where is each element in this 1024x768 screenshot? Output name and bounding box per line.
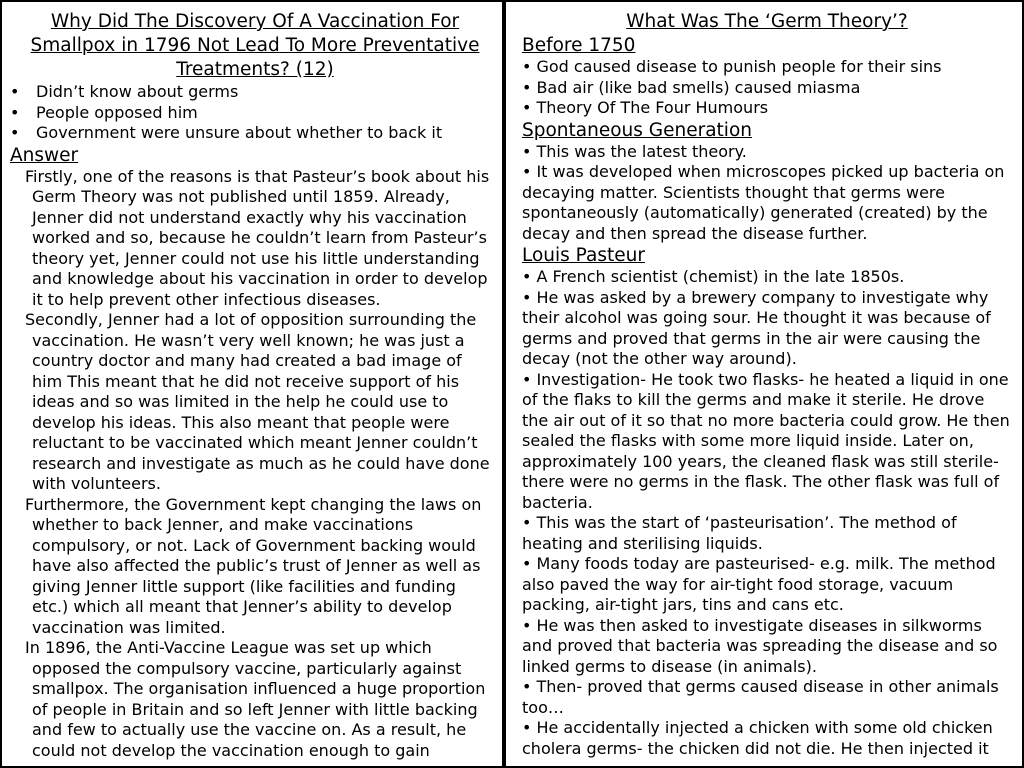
list-item-text: He accidentally injected a chicken with some old chicken cholera germs- the chicken did not die. He then injected it — [522, 718, 993, 758]
bullet-dot: • — [522, 267, 532, 286]
bullet-dot: • — [522, 718, 532, 737]
section-heading-louis-pasteur: Louis Pasteur — [522, 245, 645, 266]
list-item-text: Investigation- He took two flasks- he heated a liquid in one of the flaks to kill the germs and make it sterile. He drove the air out of it so that no more bacteria could grow. He then sealed the flasks with some more liquid inside. Later on, approximately 100 years, the cleaned flask was still sterile- there were no germs in the flask. The other flask was full of bacteria. — [522, 369, 1010, 512]
bullet-dot: • — [522, 677, 532, 696]
bullet-dot: • — [522, 513, 532, 532]
paragraph-text: Secondly, Jenner had a lot of opposition surrounding the vaccination. He wasn’t very well known; he was just a country doctor and many had created a bad image of him This meant that he did not receive support of his ideas and so was limited in the help he could use to develop his ideas. This also meant that people were reluctant to be vaccinated which meant Jenner couldn’t research and investigate as much as he could have done with volunteers. — [25, 310, 490, 493]
paragraph-text: Furthermore, the Government kept changing the laws on whether to back Jenner, and make vaccinations compulsory, or not. Lack of Government backing would have also affected the public’s trust of Jenner as well as giving Jenner little support (like facilities and funding etc.) which all meant that Jenner’s ability to develop vaccination was limited. — [25, 494, 482, 637]
list-item-text: This was the start of ‘pasteurisation’. The method of heating and sterilising liquids. — [522, 513, 957, 553]
right-title: What Was The ‘Germ Theory’? — [626, 11, 908, 32]
bullet-dot: • — [10, 102, 20, 122]
list-item — [522, 370, 1012, 514]
list-item — [10, 103, 492, 124]
bullet-dot: • — [522, 57, 532, 76]
bullet-dot: • — [10, 123, 20, 142]
bullet-dot: • — [522, 162, 532, 181]
list-item — [522, 677, 1012, 718]
list-item — [522, 554, 1012, 616]
list-item — [522, 142, 1012, 163]
list-item-text: Then- proved that germs caused disease in other animals too… — [522, 677, 999, 717]
list-item — [522, 162, 1012, 244]
list-item — [522, 78, 1012, 99]
list-item — [522, 513, 1012, 554]
answer-paragraph — [10, 167, 492, 311]
list-item — [522, 98, 1012, 119]
bullet-dot: • — [522, 98, 532, 117]
list-item-text: Government were unsure about whether to back it — [36, 123, 443, 142]
left-title: Why Did The Discovery Of A Vaccination For Smallpox in 1796 Not Lead To More Preventative Treatments? (12) — [30, 11, 480, 80]
answer-paragraph — [10, 310, 492, 495]
list-item-text: Didn’t know about germs — [36, 82, 239, 101]
list-item — [522, 288, 1012, 370]
list-item — [10, 82, 492, 103]
bullet-dot: • — [522, 141, 532, 161]
answer-heading: Answer — [10, 144, 79, 166]
left-bullet-list — [10, 82, 492, 144]
bullet-dot: • — [522, 369, 532, 389]
right-panel — [504, 0, 1024, 768]
list-item-text: A French scientist (chemist) in the late 1850s. — [536, 267, 905, 286]
paragraph-text: Firstly, one of the reasons is that Pasteur’s book about his Germ Theory was not published until 1859. Already, Jenner did not understand exactly why his vaccination worked and so, because he couldn’t learn from Pasteur’s theory yet, Jenner could not use his little understanding and knowledge about his vaccination in order to develop it to help prevent other infectious diseases. — [25, 166, 490, 309]
bullet-dot: • — [522, 554, 532, 573]
list-item — [10, 123, 492, 144]
left-panel — [0, 0, 504, 768]
section-heading-before-1750: Before 1750 — [522, 35, 636, 56]
list-item — [522, 616, 1012, 678]
bullet-dot: • — [522, 77, 532, 97]
bullet-dot: • — [522, 287, 532, 307]
list-item — [522, 267, 1012, 288]
list-item-text: Theory Of The Four Humours — [536, 98, 769, 117]
list-item-text: Bad air (like bad smells) caused miasma — [536, 77, 861, 97]
list-item-text: He was then asked to investigate diseases in silkworms and proved that bacteria was spreading the disease and so linked germs to disease (in animals). — [522, 615, 998, 676]
bullet-dot: • — [522, 615, 532, 635]
bullet-dot: • — [10, 82, 20, 101]
answer-paragraph — [10, 495, 492, 639]
answer-paragraph — [10, 638, 492, 761]
section-heading-spontaneous-generation: Spontaneous Generation — [522, 119, 752, 141]
list-item — [522, 57, 1012, 78]
list-item-text: God caused disease to punish people for their sins — [536, 57, 942, 76]
list-item-text: It was developed when microscopes picked up bacteria on decaying matter. Scientists thought that germs were spontaneously (automatically) generated (created) by the decay and then spread the disease further. — [522, 162, 1005, 243]
list-item-text: Many foods today are pasteurised- e.g. milk. The method also paved the way for air-tight food storage, vacuum packing, air-tight jars, tins and cans etc. — [522, 554, 996, 614]
list-item-text: This was the latest theory. — [536, 141, 747, 161]
list-item-text: He was asked by a brewery company to investigate why their alcohol was going sour. He thought it was because of germs and proved that germs in the air were causing the decay (not the other way around). — [522, 287, 991, 368]
paragraph-text: In 1896, the Anti-Vaccine League was set up which opposed the compulsory vaccine, particularly against smallpox. The organisation influenced a huge proportion of people in Britain and so left Jenner with little backing and few to actually use the vaccine on. As a result, he could not develop the vaccination enough to gain — [25, 638, 486, 760]
list-item — [522, 718, 1012, 759]
list-item-text: People opposed him — [36, 102, 198, 122]
